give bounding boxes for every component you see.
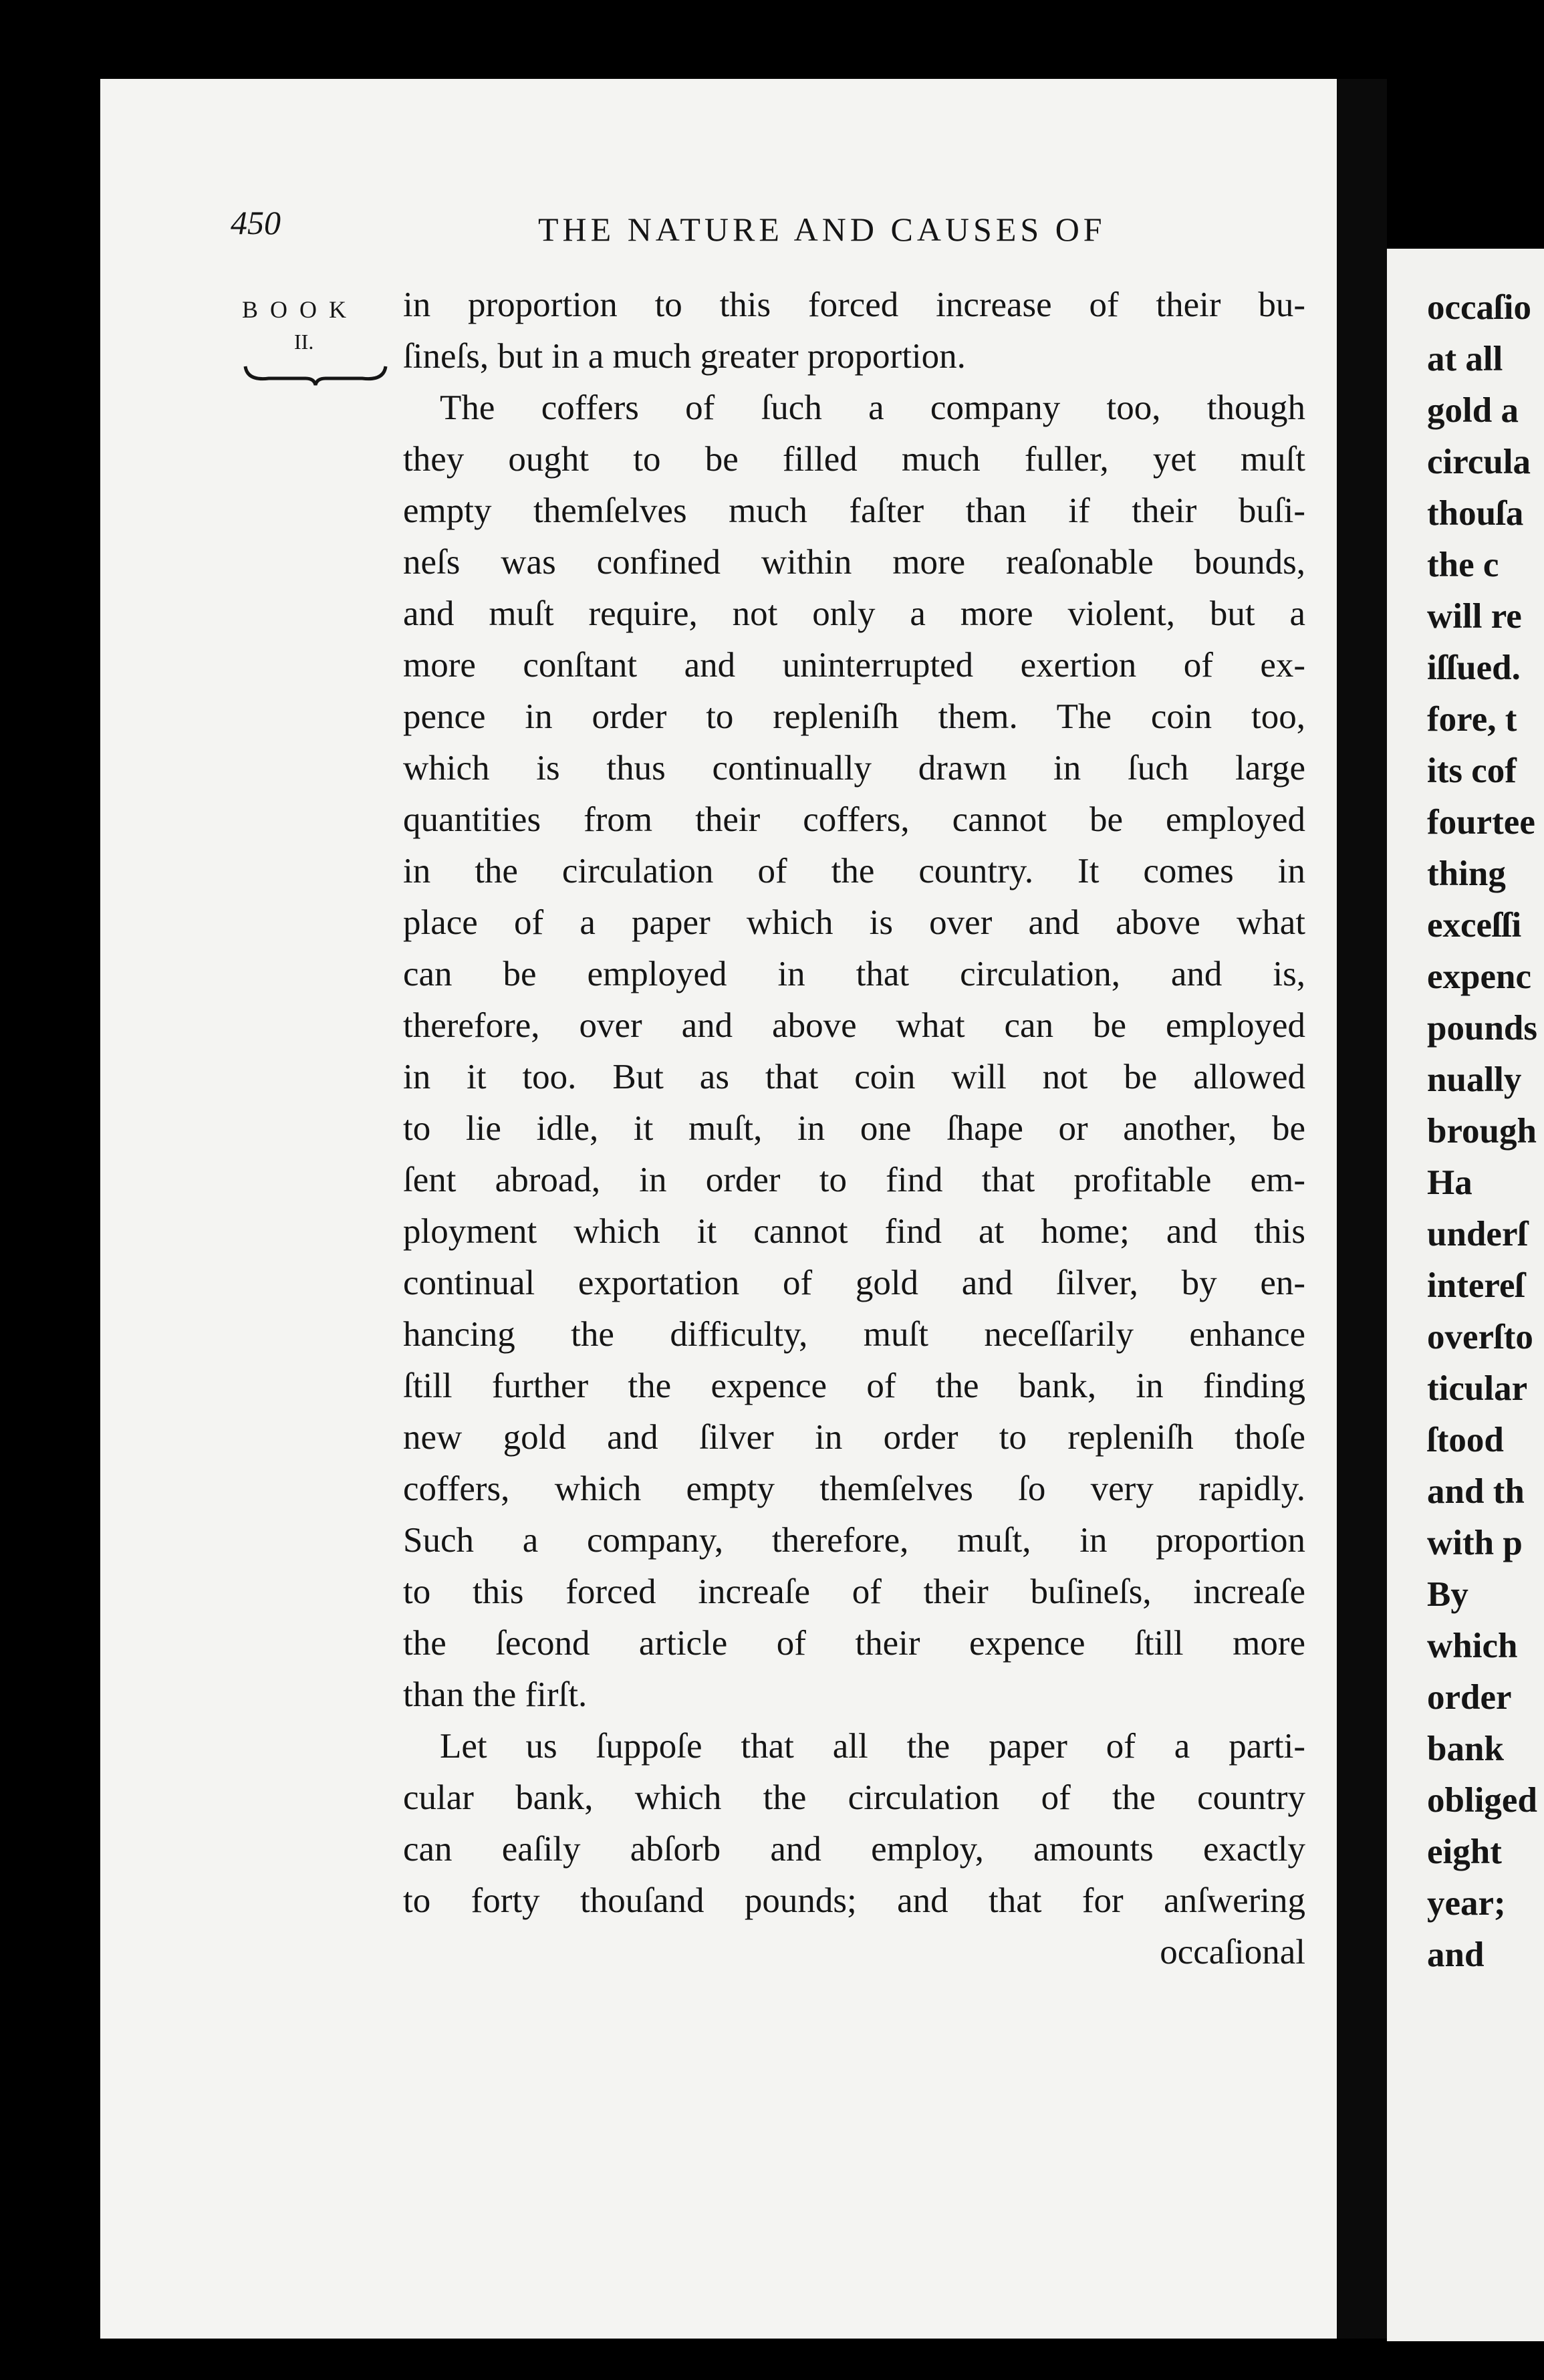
book-number: II. xyxy=(294,330,314,354)
facing-text-line: at all xyxy=(1427,340,1503,378)
text-line: Such a company, therefore, muſt, in proportion xyxy=(403,1521,1305,1560)
facing-text-line: thouſa xyxy=(1427,494,1524,533)
text-line: and muſt require, not only a more violent, but a xyxy=(403,594,1305,633)
facing-page-edge xyxy=(1387,249,1544,2341)
text-line: place of a paper which is over and above what xyxy=(403,903,1305,942)
facing-text-line: By xyxy=(1427,1575,1468,1614)
facing-text-line: thing xyxy=(1427,854,1506,893)
text-line: pence in order to repleniſh them. The coin too, xyxy=(403,697,1305,736)
catchword: occaſional xyxy=(1160,1933,1305,1972)
text-line: they ought to be filled much fuller, yet muſt xyxy=(403,440,1305,479)
book-gutter xyxy=(1337,79,1387,2339)
facing-text-line: nually xyxy=(1427,1060,1522,1099)
facing-text-line: obliged xyxy=(1427,1781,1537,1820)
facing-text-line: will re xyxy=(1427,597,1522,636)
text-line: hancing the difficulty, muſt neceſſarily enhance xyxy=(403,1315,1305,1354)
text-line: The coffers of ſuch a company too, though xyxy=(440,388,1305,427)
facing-page-text xyxy=(1427,282,1537,1981)
facing-text-line: year; xyxy=(1427,1884,1506,1923)
facing-text-line: ſtood xyxy=(1427,1421,1504,1459)
book-brace-ornament xyxy=(242,361,389,388)
facing-text-line: fourtee xyxy=(1427,803,1535,842)
text-line: more conſtant and uninterrupted exertion of ex- xyxy=(403,646,1305,685)
text-line: ſtill further the expence of the bank, in finding xyxy=(403,1366,1305,1405)
facing-text-line: which xyxy=(1427,1627,1518,1665)
facing-text-line: brough xyxy=(1427,1112,1537,1151)
text-line: can eaſily abſorb and employ, amounts exactly xyxy=(403,1830,1305,1869)
facing-text-line: occaſio xyxy=(1427,288,1531,327)
text-line: than the firſt. xyxy=(403,1675,588,1714)
text-line: new gold and ſilver in order to repleniſh thoſe xyxy=(403,1418,1305,1457)
facing-text-line: overſto xyxy=(1427,1318,1533,1356)
facing-text-line: underſ xyxy=(1427,1215,1528,1254)
facing-text-line: intereſ xyxy=(1427,1266,1525,1305)
text-line: quantities from their coffers, cannot be employed xyxy=(403,800,1305,839)
facing-text-line: with p xyxy=(1427,1524,1523,1562)
facing-text-line: expenc xyxy=(1427,957,1532,996)
text-line: the ſecond article of their expence ſtill more xyxy=(403,1624,1305,1663)
text-line: can be employed in that circulation, and is, xyxy=(403,955,1305,993)
facing-text-line: bank xyxy=(1427,1730,1504,1768)
text-line: in the circulation of the country. It comes in xyxy=(403,852,1305,890)
text-line: ſent abroad, in order to find that profitable em- xyxy=(403,1161,1305,1199)
text-line: to this forced increaſe of their buſineſs, increaſe xyxy=(403,1572,1305,1611)
facing-text-line: gold a xyxy=(1427,391,1519,430)
text-line: to forty thouſand pounds; and that for anſwering xyxy=(403,1881,1305,1920)
facing-text-line: and xyxy=(1427,1935,1485,1974)
text-line: in it too. But as that coin will not be allowed xyxy=(403,1058,1305,1096)
facing-text-line: pounds xyxy=(1427,1009,1538,1048)
text-line: cular bank, which the circulation of the country xyxy=(403,1778,1305,1817)
text-line: continual exportation of gold and ſilver, by en- xyxy=(403,1264,1305,1302)
page-number: 450 xyxy=(231,204,281,241)
facing-text-line: Ha xyxy=(1427,1163,1472,1202)
text-line: ſineſs, but in a much greater proportion. xyxy=(403,337,966,376)
facing-text-line: and th xyxy=(1427,1472,1525,1511)
facing-text-line: its cof xyxy=(1427,751,1517,790)
body-text xyxy=(403,279,1305,1978)
facing-text-line: exceſſi xyxy=(1427,906,1522,945)
facing-text-line: the c xyxy=(1427,546,1499,584)
text-line: ployment which it cannot find at home; and this xyxy=(403,1212,1305,1251)
facing-text-line: order xyxy=(1427,1678,1512,1717)
facing-text-line: eight xyxy=(1427,1832,1502,1871)
running-title: THE NATURE AND CAUSES OF xyxy=(538,211,1106,248)
facing-text-line: iſſued. xyxy=(1427,648,1521,687)
text-line: which is thus continually drawn in ſuch large xyxy=(403,749,1305,788)
text-line: neſs was confined within more reaſonable bounds, xyxy=(403,543,1305,582)
text-line: to lie idle, it muſt, in one ſhape or another, be xyxy=(403,1109,1305,1148)
text-line: coffers, which empty themſelves ſo very rapidly. xyxy=(403,1469,1305,1508)
text-line: Let us ſuppoſe that all the paper of a parti- xyxy=(440,1727,1305,1766)
text-line: empty themſelves much faſter than if their buſi- xyxy=(403,491,1305,530)
text-line: therefore, over and above what can be employed xyxy=(403,1006,1305,1045)
book-label: BOOK xyxy=(242,296,359,323)
facing-text-line: ticular xyxy=(1427,1369,1528,1408)
text-line: in proportion to this forced increase of their bu- xyxy=(403,285,1305,324)
facing-text-line: fore, t xyxy=(1427,700,1517,739)
facing-text-line: circula xyxy=(1427,443,1531,481)
